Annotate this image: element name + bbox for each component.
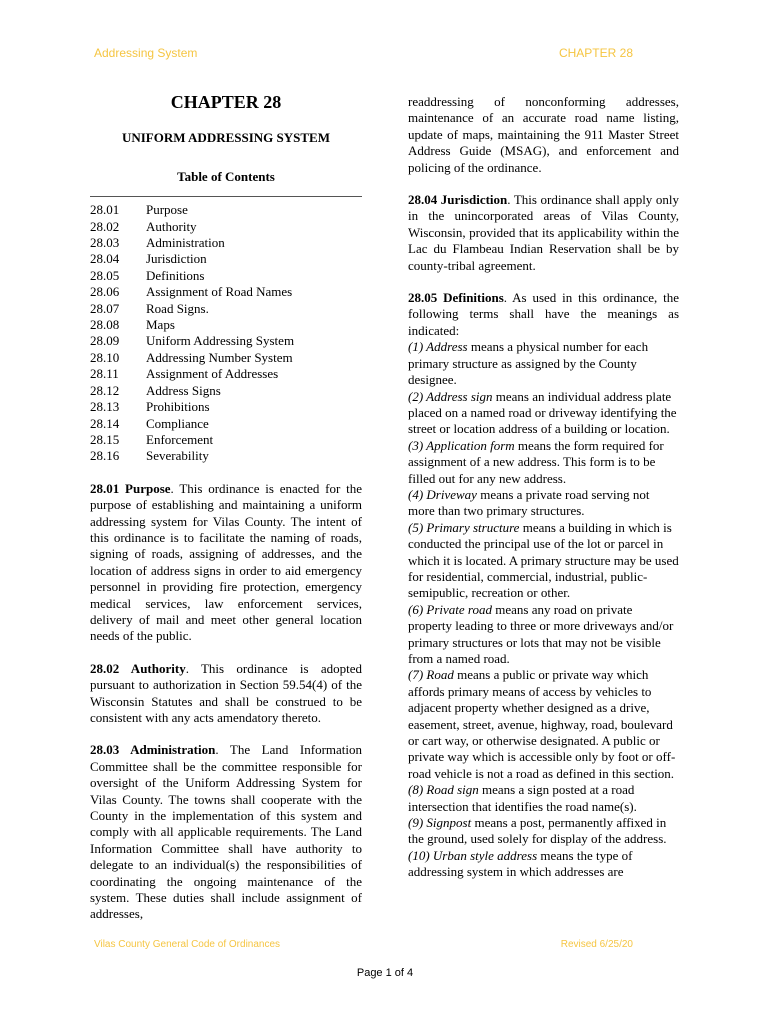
toc-number: 28.09 xyxy=(90,333,120,349)
definition-item xyxy=(408,520,679,602)
table-of-contents xyxy=(90,202,362,465)
section-heading: 28.01 Purpose xyxy=(90,480,171,496)
toc-item xyxy=(90,202,362,218)
toc-item xyxy=(90,432,362,448)
toc-divider xyxy=(90,196,362,197)
toc-number: 28.14 xyxy=(90,415,120,431)
section-28-02 xyxy=(90,661,362,727)
toc-item xyxy=(90,366,362,382)
section-28-04 xyxy=(408,192,679,274)
definition-item xyxy=(408,389,679,438)
toc-item xyxy=(90,416,362,432)
toc-item xyxy=(90,333,362,349)
definition-item xyxy=(408,667,679,782)
definition-item xyxy=(408,339,679,388)
toc-number: 28.16 xyxy=(90,448,120,464)
toc-item xyxy=(90,235,362,251)
definition-text: means a private road serving not more than two primary structures. xyxy=(408,486,650,519)
toc-number: 28.12 xyxy=(90,382,120,398)
footer-code-title: Vilas County General Code of Ordinances xyxy=(94,939,281,950)
definition-item xyxy=(408,438,679,487)
definition-term: (5) Primary structure xyxy=(408,519,520,535)
toc-label: Addressing Number System xyxy=(146,349,293,365)
toc-item xyxy=(90,448,362,464)
toc-label: Enforcement xyxy=(146,431,214,447)
toc-label: Authority xyxy=(146,218,197,234)
section-text: . As used in this ordinance, the following terms shall have the meanings as indicated: xyxy=(408,290,679,338)
section-text: . The Land Information Committee shall be the committee responsible for oversight of the Uniform Addressing System for Vilas County. The towns shall cooperate with the County in the implementation of this system and comply with all applicable requirements. The Land Information Committee shall have authority to delegate to an individual(s) the responsibilities of coordinating the ongoing maintenance of the system. These duties shall include assignment of addresses, xyxy=(90,742,363,922)
section-heading: 28.04 Jurisdiction xyxy=(408,192,508,208)
toc-label: Compliance xyxy=(146,415,209,431)
section-28-01 xyxy=(90,481,362,645)
toc-item xyxy=(90,268,362,284)
toc-label: Jurisdiction xyxy=(146,251,207,267)
right-column xyxy=(408,94,679,881)
toc-number: 28.10 xyxy=(90,349,120,365)
definition-term: (7) Road xyxy=(408,667,454,683)
definition-item xyxy=(408,782,679,815)
toc-item xyxy=(90,219,362,235)
toc-number: 28.01 xyxy=(90,202,120,218)
toc-number: 28.04 xyxy=(90,251,120,267)
section-28-03 xyxy=(90,742,362,922)
toc-label: Address Signs xyxy=(146,382,221,398)
section-28-03-continued: readdressing of nonconforming addresses, maintenance of an accurate road name listing, update of maps, maintaining the 911 Master Street Address Guide (MSAG), and enforcement and policing of the ordinance. xyxy=(408,94,679,175)
toc-item xyxy=(90,350,362,366)
toc-item xyxy=(90,301,362,317)
definition-item xyxy=(408,815,679,848)
definition-text: means a public or private way which affords primary means of access by vehicles to adjacent property whether designed as a drive, easement, street, avenue, highway, road, boulevard or cart way, or otherwise designated. A public or private way which is accessible only by foot or off-road vehicle is not a road as defined in this section. xyxy=(408,667,676,781)
definition-text: means any road on private property leading to three or more driveways and/or primary structures or lots that may not be visible from a named road. xyxy=(408,601,674,666)
definition-text: means a physical number for each primary structure as assigned by the County designee. xyxy=(408,339,649,388)
toc-label: Severability xyxy=(146,448,209,464)
definition-term: (6) Private road xyxy=(408,601,492,617)
toc-number: 28.03 xyxy=(90,235,120,251)
definition-term: (3) Application form xyxy=(408,437,515,453)
section-heading: 28.05 Definitions xyxy=(408,290,504,306)
definition-text: means a building in which is conducted the principal use of the lot or parcel in which it is located. A primary structure may be used for residential, commercial, industrial, public-semipublic, recreation or other. xyxy=(408,519,679,601)
toc-number: 28.11 xyxy=(90,366,119,382)
section-text: . This ordinance is adopted pursuant to authorization in Section 59.54(4) of the Wisconsin Statutes and shall be construed to be consistent with any acts amendatory thereto. xyxy=(90,660,363,725)
toc-number: 28.08 xyxy=(90,317,120,333)
definition-text: means an individual address plate placed on a named road or driveway identifying the street or location address of a building or location. xyxy=(408,388,677,437)
toc-number: 28.15 xyxy=(90,431,120,447)
toc-label: Assignment of Addresses xyxy=(146,366,279,382)
chapter-subtitle: UNIFORM ADDRESSING SYSTEM xyxy=(121,130,331,146)
definition-item xyxy=(408,487,679,520)
section-text: . This ordinance is enacted for the purpose of establishing and maintaining a uniform addressing system for Vilas County. The intent of this ordinance is to facilitate the naming of roads, signing of roads, assigning of addresses, and the location of address signs in order to aid emergency personnel in providing fire protection, emergency medical services, law enforcement services, delivery of mail and meet other general location needs of the public. xyxy=(90,480,362,644)
definition-text: means the type of addressing system in which addresses are xyxy=(408,847,633,880)
definition-item xyxy=(408,848,679,881)
section-heading: 28.02 Authority xyxy=(90,660,186,676)
toc-label: Road Signs. xyxy=(146,300,209,316)
toc-title: Table of Contents xyxy=(177,168,275,184)
toc-number: 28.06 xyxy=(90,284,120,300)
toc-label: Prohibitions xyxy=(146,399,210,415)
definition-text: means a post, permanently affixed in the ground, used solely for display of the address. xyxy=(408,815,667,847)
definition-term: (10) Urban style address xyxy=(408,847,538,863)
toc-label: Administration xyxy=(146,235,225,251)
definition-term: (2) Address sign xyxy=(408,388,493,404)
toc-number: 28.07 xyxy=(90,300,120,316)
chapter-title: CHAPTER 28 xyxy=(170,92,282,112)
toc-item xyxy=(90,383,362,399)
toc-item xyxy=(90,251,362,267)
definition-term: (1) Address xyxy=(408,339,468,355)
page-number: Page 1 of 4 xyxy=(356,967,414,979)
toc-label: Assignment of Road Names xyxy=(146,284,293,300)
definition-term: (4) Driveway xyxy=(408,486,477,502)
footer-revised-date: Revised 6/25/20 xyxy=(560,939,633,950)
definition-item xyxy=(408,602,679,668)
section-28-05 xyxy=(408,290,679,339)
definition-term: (8) Road sign xyxy=(408,782,479,798)
definition-text: means a sign posted at a road intersection that identifies the road name(s). xyxy=(408,782,637,814)
toc-number: 28.13 xyxy=(90,399,120,415)
toc-label: Definitions xyxy=(146,267,205,283)
left-column xyxy=(90,90,362,923)
running-header-title: Addressing System xyxy=(94,46,198,60)
definitions-list xyxy=(408,339,679,880)
section-text: . This ordinance shall apply only in the unincorporated areas of Vilas County, Wisconsin, provided that its applicability within the Lac du Flambeau Indian Reservation shall be by county-tribal agreement. xyxy=(408,192,679,273)
toc-item xyxy=(90,317,362,333)
toc-item xyxy=(90,399,362,415)
toc-label: Maps xyxy=(146,317,175,333)
toc-number: 28.05 xyxy=(90,267,120,283)
toc-label: Purpose xyxy=(146,202,188,218)
running-header-chapter: CHAPTER 28 xyxy=(558,46,633,60)
section-heading: 28.03 Administration xyxy=(90,742,216,758)
toc-label: Uniform Addressing System xyxy=(146,333,295,349)
definition-term: (9) Signpost xyxy=(408,815,472,831)
toc-item xyxy=(90,284,362,300)
toc-number: 28.02 xyxy=(90,218,120,234)
definition-text: means the form required for assignment of a new address. This form is to be filled out for any new address. xyxy=(408,437,664,486)
